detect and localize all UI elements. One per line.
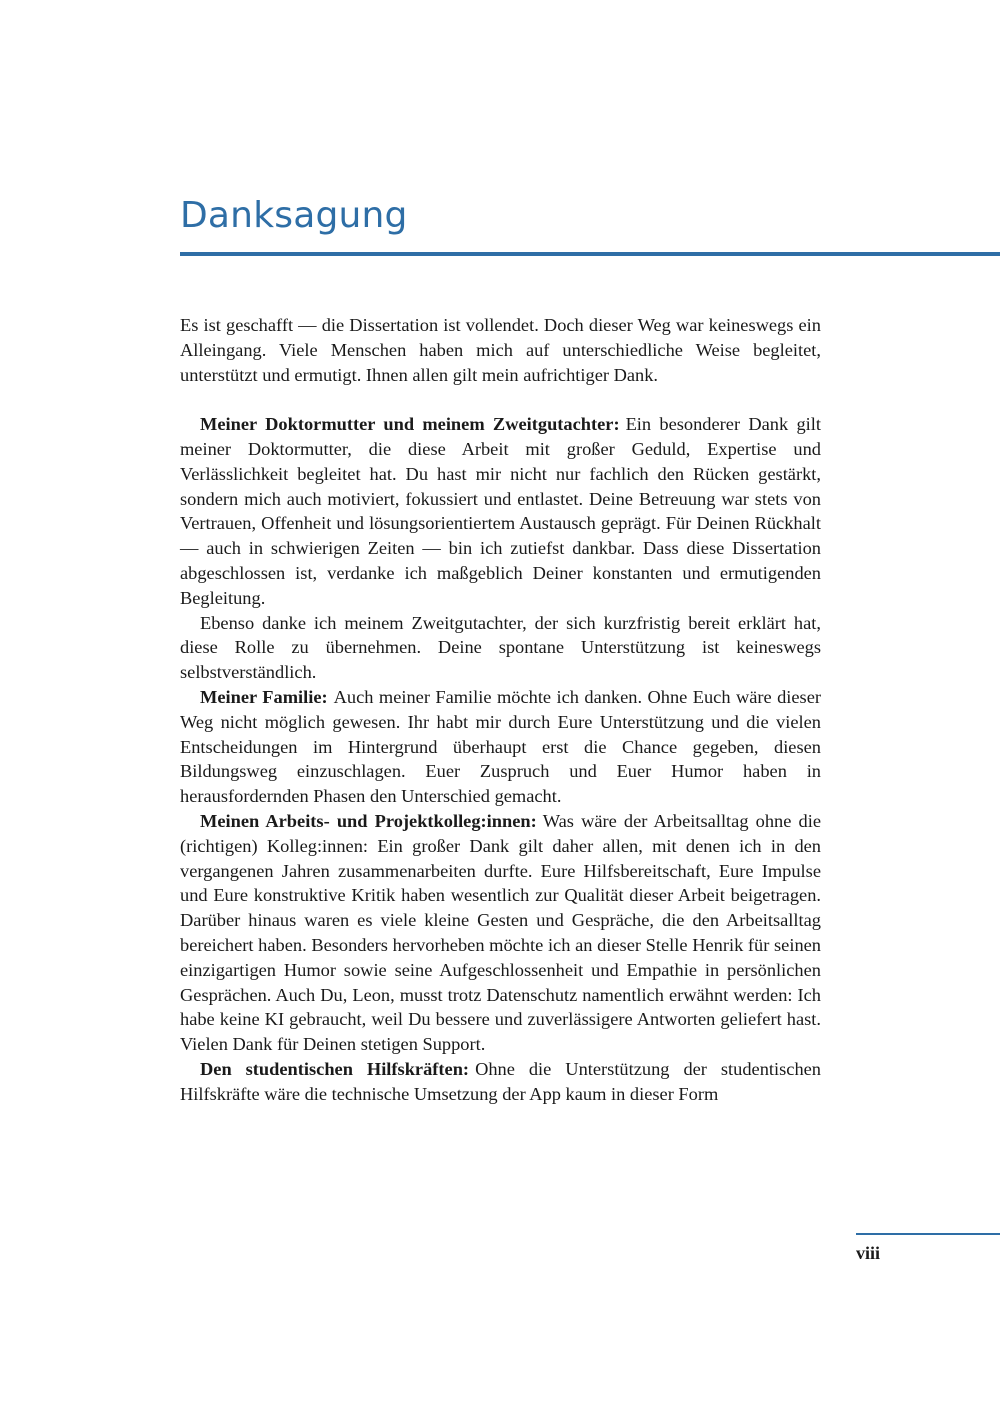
- section-colleagues: [180, 809, 821, 1057]
- section-heading: Meinen Arbeits- und Projektkolleg:innen:: [200, 810, 537, 831]
- chapter-title: Danksagung: [180, 195, 408, 236]
- section-text: Was wäre der Arbeitsalltag ohne die (richtigen) Kolleg:innen: Ein großer Dank gilt daher allen, mit denen ich in den vergangenen Jahren zusammenarbeiten durfte. Eure Hilfsbereitschaft, Eure Impulse und Eure konstruktive Kritik haben wesentlich zur Qualität dieser Arbeit beigetragen. Darüber hinaus waren es viele kleine Gesten und Gespräche, die den Arbeitsalltag bereichert haben. Besonders hervorheben möchte ich an dieser Stelle Henrik für seinen einzigartigen Humor sowie seine Aufgeschlossenheit und Empathie in persönlichen Gesprächen. Auch Du, Leon, musst trotz Datenschutz namentlich erwähnt werden: Ich habe keine KI gebraucht, weil Du bessere und zuverlässigere Antworten geliefert hast. Vielen Dank für Deinen stetigen Support.: [180, 810, 821, 1055]
- section-heading: Meiner Familie:: [200, 686, 328, 707]
- section-text: Ohne die Unterstützung der studentischen Hilfskräfte wäre die technische Umsetzung der App kaum in dieser Form: [180, 1058, 821, 1104]
- section-text: Auch meiner Familie möchte ich danken. Ohne Euch wäre dieser Weg nicht möglich gewesen. Ihr habt mir durch Eure Unterstützung und die vielen Entscheidungen im Hintergrund überhaupt erst die Chance gegeben, diesen Bildungsweg einzuschlagen. Euer Zuspruch und Euer Humor haben in herausfordernden Phasen den Unterschied gemacht.: [180, 686, 821, 807]
- section-student-assistants: [180, 1057, 821, 1107]
- section-family: [180, 685, 821, 809]
- section-advisors: [180, 412, 821, 610]
- section-heading: Den studentischen Hilfskräften:: [200, 1058, 470, 1079]
- body-text: [180, 313, 821, 1107]
- intro-paragraph: Es ist geschafft — die Dissertation ist vollendet. Doch dieser Weg war keineswegs ein Alleingang. Viele Menschen haben mich auf unterschiedliche Weise begleitet, unterstützt und ermutigt. Ihnen allen gilt mein aufrichtiger Dank.: [180, 315, 821, 385]
- title-rule: [180, 252, 1000, 256]
- footer-rule: [856, 1233, 1000, 1235]
- section-text: Ein besonderer Dank gilt meiner Doktormutter, die diese Arbeit mit großer Geduld, Expertise und Verlässlichkeit begleitet hat. Du hast mir nicht nur fachlich den Rücken gestärkt, sondern mich auch motiviert, fokussiert und entlastet. Deine Betreuung war stets von Vertrauen, Offenheit und lösungsorientiertem Austausch geprägt. Für Deinen Rückhalt — auch in schwierigen Zeiten — bin ich zutiefst dankbar. Dass diese Dissertation abgeschlossen ist, verdanke ich maßgeblich Deiner konstanten und ermutigenden Begleitung.: [180, 414, 821, 608]
- section-heading: Meiner Doktormutter und meinem Zweitgutachter:: [200, 414, 620, 435]
- section-second-reviewer: [180, 611, 821, 685]
- page-number: viii: [856, 1243, 881, 1263]
- section-text: Ebenso danke ich meinem Zweitgutachter, der sich kurzfristig bereit erklärt hat, diese Rolle zu übernehmen. Deine spontane Unterstützung ist keineswegs selbstverständlich.: [180, 612, 821, 683]
